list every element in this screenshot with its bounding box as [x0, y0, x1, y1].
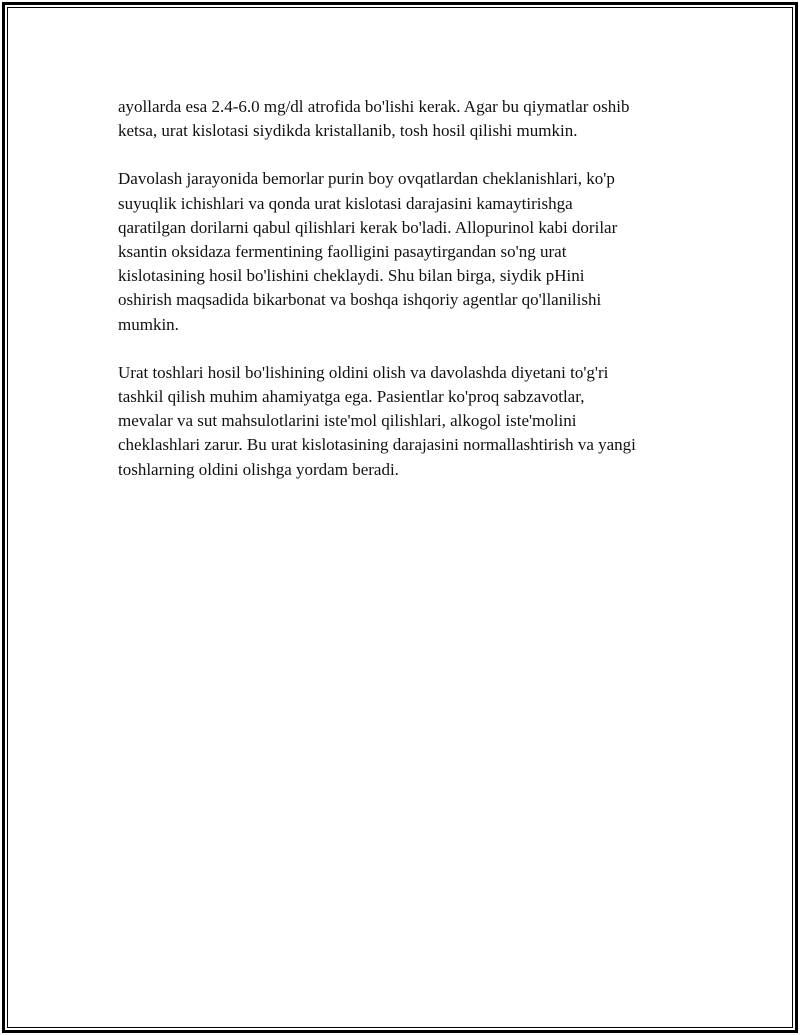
text-line: Urat toshlari hosil bo'lishining oldini olish va davolashda diyetani to'g'ri	[118, 362, 609, 382]
text-line: ketsa, urat kislotasi siydikda kristallanib, tosh hosil qilishi mumkin.	[118, 121, 578, 141]
page-border	[2, 2, 798, 1033]
text-line: mumkin.	[118, 314, 179, 334]
paragraph-2	[118, 167, 698, 336]
text-line: cheklashlari zarur. Bu urat kislotasining darajasini normallashtirish va yangi	[118, 435, 636, 455]
text-line: kislotasining hosil bo'lishini cheklaydi. Shu bilan birga, siydik pHini	[118, 266, 585, 286]
paragraph-1	[118, 95, 698, 143]
text-line: tashkil qilish muhim ahamiyatga ega. Pasientlar ko'proq sabzavotlar,	[118, 387, 585, 407]
text-line: mevalar va sut mahsulotlarini iste'mol qilishlari, alkogol iste'molini	[118, 411, 577, 431]
text-line: oshirish maqsadida bikarbonat va boshqa ishqoriy agentlar qo'llanilishi	[118, 290, 602, 310]
text-line: suyuqlik ichishlari va qonda urat kislotasi darajasini kamaytirishga	[118, 193, 573, 213]
text-line: ayollarda esa 2.4-6.0 mg/dl atrofida bo'lishi kerak. Agar bu qiymatlar oshib	[118, 97, 630, 116]
text-line: qaratilgan dorilarni qabul qilishlari kerak bo'ladi. Allopurinol kabi dorilar	[118, 217, 618, 237]
document-body	[118, 95, 698, 506]
text-line: Davolash jarayonida bemorlar purin boy ovqatlardan cheklanishlari, ko'p	[118, 169, 615, 189]
text-line: toshlarning oldini olishga yordam beradi.	[118, 459, 399, 479]
paragraph-3	[118, 361, 698, 482]
text-line: ksantin oksidaza fermentining faolligini pasaytirgandan so'ng urat	[118, 242, 567, 262]
